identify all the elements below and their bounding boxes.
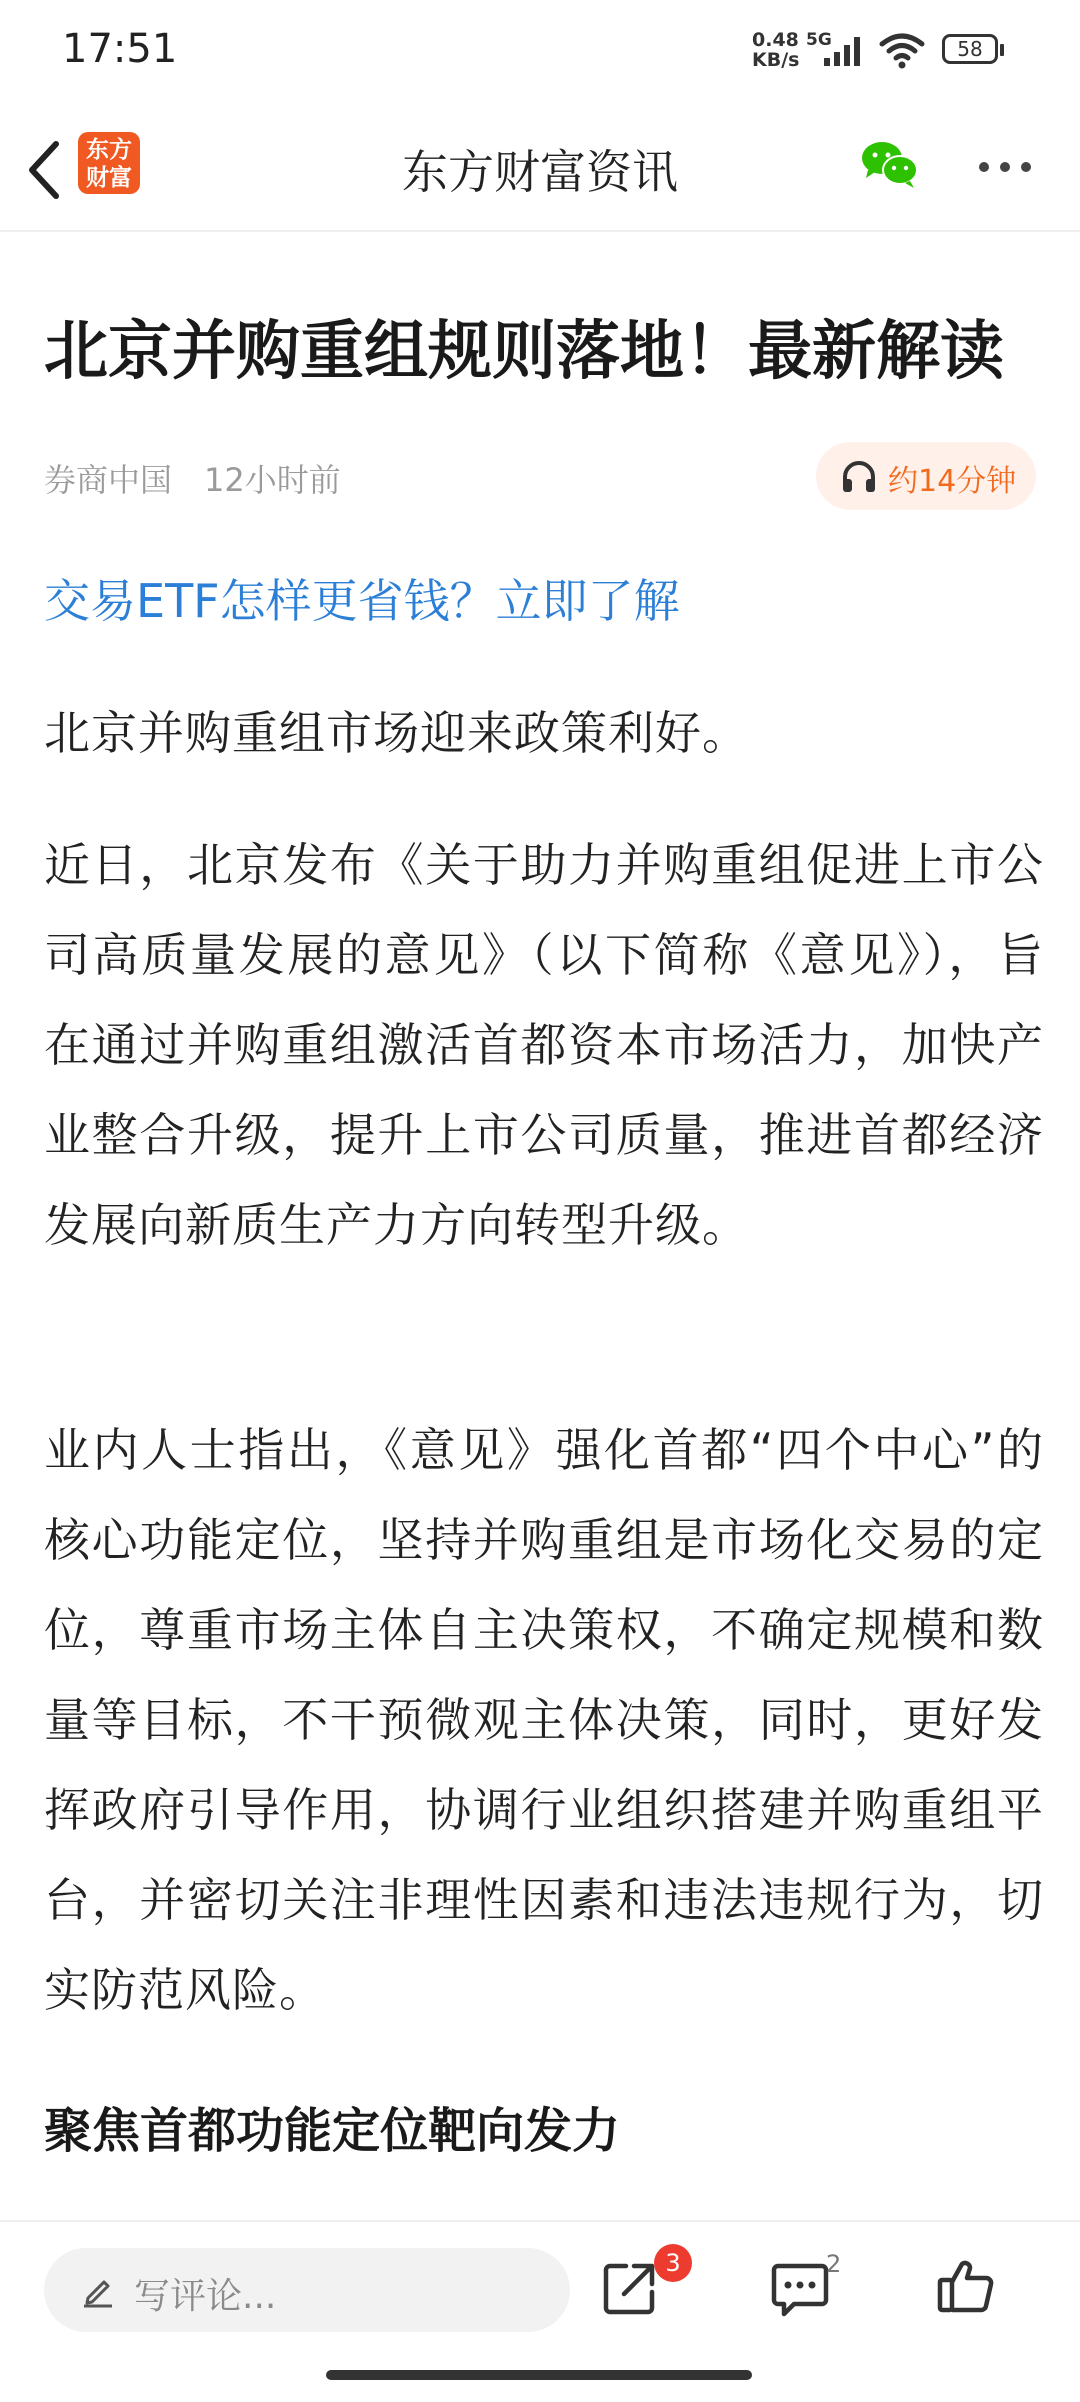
app-header xyxy=(0,110,1080,232)
status-time: 17:51 xyxy=(62,26,178,72)
article-time: 12小时前 xyxy=(204,461,341,499)
article-paragraph: 北京并购重组市场迎来政策利好。 xyxy=(44,706,749,760)
home-indicator[interactable] xyxy=(326,2370,752,2380)
share-count-badge: 3 xyxy=(654,2244,692,2282)
network-speed xyxy=(752,30,799,70)
headphone-icon xyxy=(840,460,878,494)
bottom-action-bar xyxy=(0,2220,1080,2402)
more-icon[interactable] xyxy=(978,160,1032,174)
listen-button[interactable] xyxy=(816,442,1036,510)
article-title: 北京并购重组规则落地！最新解读 xyxy=(44,315,1004,389)
section-heading: 聚焦首都功能定位靶向发力 xyxy=(44,2103,621,2159)
comments-count: 2 xyxy=(826,2250,842,2278)
signal-icon xyxy=(822,34,868,68)
comment-placeholder: 写评论... xyxy=(134,2276,277,2317)
pen-icon xyxy=(80,2272,116,2308)
share-icon[interactable] xyxy=(600,2258,660,2318)
promo-link[interactable]: 交易ETF怎样更省钱？立即了解 xyxy=(44,574,680,628)
battery-icon xyxy=(942,34,1006,68)
logo-text-line1: 东方 xyxy=(86,137,132,163)
wechat-icon[interactable] xyxy=(860,138,920,190)
listen-duration: 约14分钟 xyxy=(888,464,1017,499)
battery-tip xyxy=(1000,44,1004,56)
comment-icon[interactable] xyxy=(770,2260,830,2318)
article-paragraph: 业内人士指出，《意见》强化首都“四个中心”的核心功能定位，坚持并购重组是市场化交易的定位，尊重市场主体自主决策权，不确定规模和数量等目标，不干预微观主体决策，同时，更好发挥政府引导作用，协调行业组织搭建并购重组平台，并密切关注非理性因素和违法违规行为，切实防范风险。 xyxy=(44,1423,1044,2017)
comment-input[interactable] xyxy=(44,2248,570,2332)
article-source[interactable]: 券商中国 xyxy=(44,461,173,499)
page-title: 东方财富资讯 xyxy=(402,145,678,199)
wifi-icon xyxy=(878,30,926,70)
thumbs-up-icon[interactable] xyxy=(936,2256,996,2316)
logo-text-line2: 财富 xyxy=(86,165,132,191)
network-speed-value: 0.48 xyxy=(752,29,799,51)
network-type: 5G xyxy=(806,30,832,50)
article-paragraph: 近日，北京发布《关于助力并购重组促进上市公司高质量发展的意见》（以下简称《意见》），旨在通过并购重组激活首都资本市场活力，加快产业整合升级，提升上市公司质量，推进首都经济发展向新质生产力方向转型升级。 xyxy=(44,838,1044,1252)
network-speed-unit: KB/s xyxy=(752,49,800,71)
status-bar xyxy=(0,0,1080,100)
battery-level: 58 xyxy=(942,34,998,64)
